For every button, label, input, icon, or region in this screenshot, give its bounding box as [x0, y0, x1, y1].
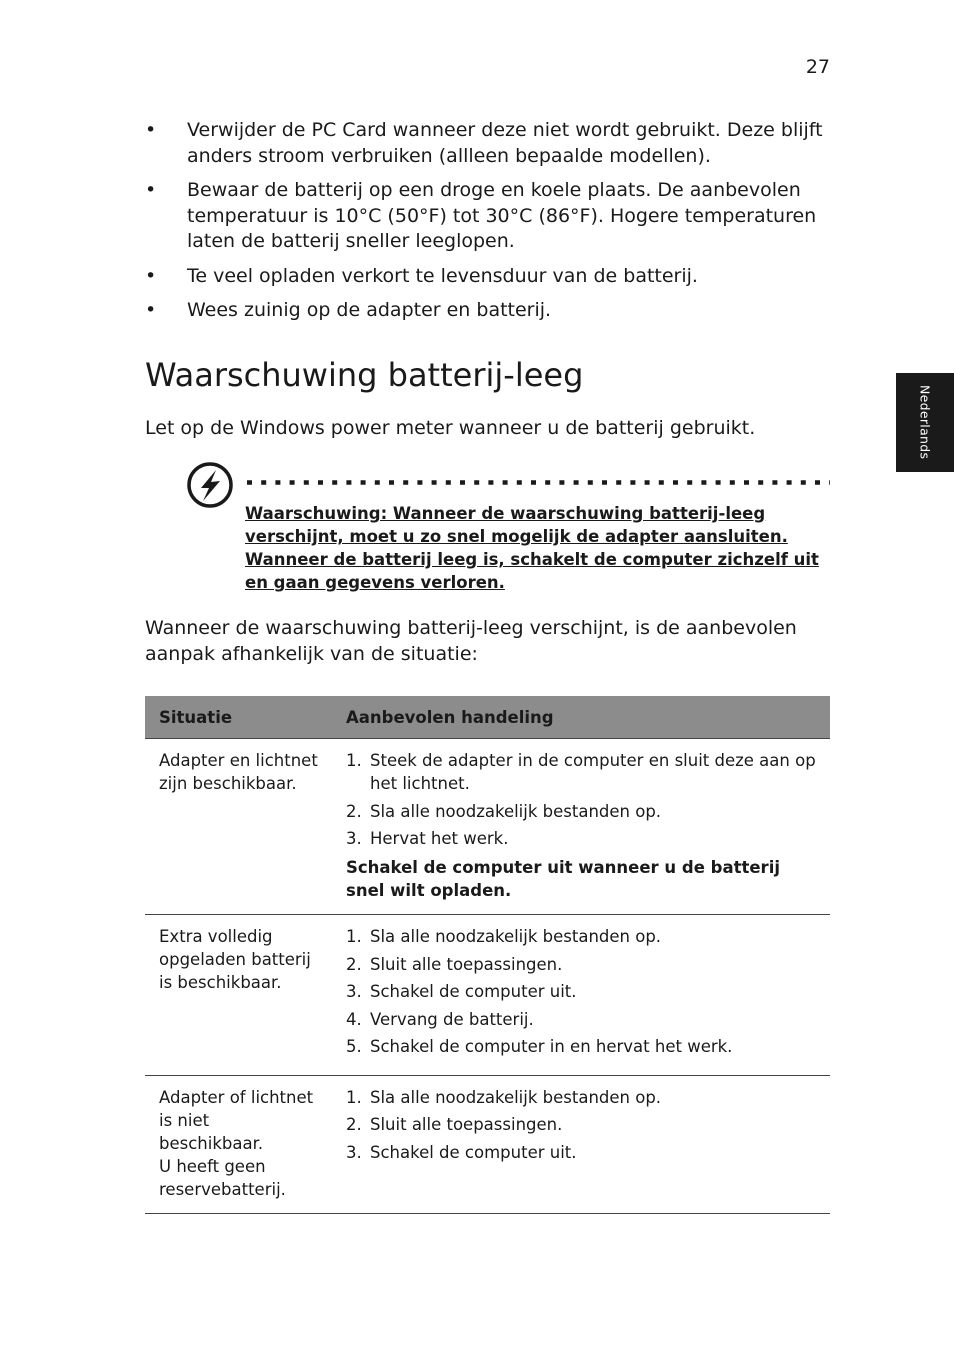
step-number: 5. — [346, 1037, 362, 1056]
situation-text: Adapter of lichtnet is niet beschikbaar. — [159, 1087, 314, 1153]
steps-list — [346, 749, 816, 850]
step-text: Schakel de computer in en hervat het werk. — [370, 1037, 733, 1056]
list-item — [145, 178, 835, 255]
list-item — [346, 749, 816, 795]
column-header-situation: Situatie — [145, 696, 332, 739]
step-text: Sla alle noodzakelijk bestanden op. — [370, 927, 662, 946]
list-item-text: Verwijder de PC Card wanneer deze niet wordt gebruikt. Deze blijft anders stroom verbruiken (allleen bepaalde modellen). — [187, 119, 823, 167]
steps-list — [346, 925, 816, 1058]
situation-cell — [145, 1075, 332, 1213]
step-number: 3. — [346, 829, 362, 848]
list-item — [346, 800, 816, 823]
bullet-icon: • — [145, 264, 157, 287]
action-cell — [332, 915, 830, 1076]
step-text: Schakel de computer uit. — [370, 982, 577, 1001]
step-number: 1. — [346, 751, 362, 770]
table-row — [145, 739, 830, 915]
step-text: Sla alle noodzakelijk bestanden op. — [370, 801, 662, 821]
section-intro: Let op de Windows power meter wanneer u de batterij gebruikt. — [145, 417, 756, 439]
step-number: 2. — [346, 801, 362, 821]
list-item — [145, 298, 835, 324]
bullet-icon: • — [145, 119, 157, 141]
list-item-text: Bewaar de batterij op een droge en koele plaats. De aanbevolen temperatuur is 10°C (50°F) tot 30°C (86°F). Hogere temperaturen laten de batterij sneller leeglopen. — [187, 179, 817, 252]
page-number: 27 — [805, 56, 830, 78]
step-number: 1. — [346, 927, 362, 946]
situation-table — [145, 696, 830, 1214]
list-item — [346, 953, 816, 976]
situation-extra-text: U heeft geen reservebatterij. — [159, 1156, 286, 1199]
list-item — [145, 264, 835, 290]
language-tab — [896, 373, 954, 472]
list-item — [346, 1113, 816, 1136]
warning-text: Waarschuwing: Wanneer de waarschuwing batterij-leeg verschijnt, moet u zo snel mogelijk de adapter aansluiten. Wanneer de batterij leeg is, schakelt de computer zichzelf uit en gaan gegevens verloren. — [245, 504, 819, 592]
list-item — [346, 1086, 816, 1109]
action-cell — [332, 739, 830, 915]
table-row — [145, 1075, 830, 1213]
list-item-text: Te veel opladen verkort te levensduur van de batterij. — [187, 264, 698, 287]
action-cell — [332, 1075, 830, 1213]
step-number: 1. — [346, 1087, 362, 1107]
step-number: 2. — [346, 954, 362, 974]
step-number: 3. — [346, 982, 362, 1001]
bullet-icon: • — [145, 299, 157, 321]
situation-cell: Extra volledig opgeladen batterij is beschikbaar. — [145, 915, 332, 1076]
step-text: Sla alle noodzakelijk bestanden op. — [370, 1087, 662, 1107]
step-number: 2. — [346, 1115, 362, 1134]
list-item — [346, 1141, 816, 1164]
bullet-icon: • — [145, 179, 157, 201]
action-note: Schakel de computer uit wanneer u de batterij snel wilt opladen. — [346, 858, 781, 900]
step-text: Sluit alle toepassingen. — [370, 1115, 563, 1134]
list-item — [346, 1035, 816, 1058]
list-item — [145, 118, 835, 169]
situation-cell: Adapter en lichtnet zijn beschikbaar. — [145, 739, 332, 915]
step-number: 4. — [346, 1009, 362, 1029]
section-title: Waarschuwing batterij-leeg — [145, 356, 584, 394]
step-number: 3. — [346, 1142, 362, 1162]
step-text: Sluit alle toepassingen. — [370, 954, 563, 974]
situation-paragraph: Wanneer de waarschuwing batterij-leeg verschijnt, is de aanbevolen aanpak afhankelijk van de situatie: — [145, 617, 797, 665]
list-item — [346, 980, 816, 1003]
column-header-action: Aanbevolen handeling — [332, 696, 830, 739]
step-text: Vervang de batterij. — [370, 1009, 534, 1029]
table-row — [145, 915, 830, 1076]
list-item — [346, 925, 816, 948]
list-item — [346, 1008, 816, 1031]
step-text: Steek de adapter in de computer en sluit deze aan op het lichtnet. — [370, 751, 816, 793]
step-text: Schakel de computer uit. — [370, 1142, 577, 1162]
list-item — [346, 827, 816, 850]
steps-list — [346, 1086, 816, 1164]
list-item-text: Wees zuinig op de adapter en batterij. — [187, 299, 552, 321]
language-tab-label: Nederlands — [917, 385, 933, 460]
table-header-row — [145, 696, 830, 739]
warning-divider — [245, 479, 830, 486]
tips-list — [145, 118, 835, 333]
step-text: Hervat het werk. — [370, 829, 509, 848]
lightning-bolt-icon — [186, 461, 234, 509]
